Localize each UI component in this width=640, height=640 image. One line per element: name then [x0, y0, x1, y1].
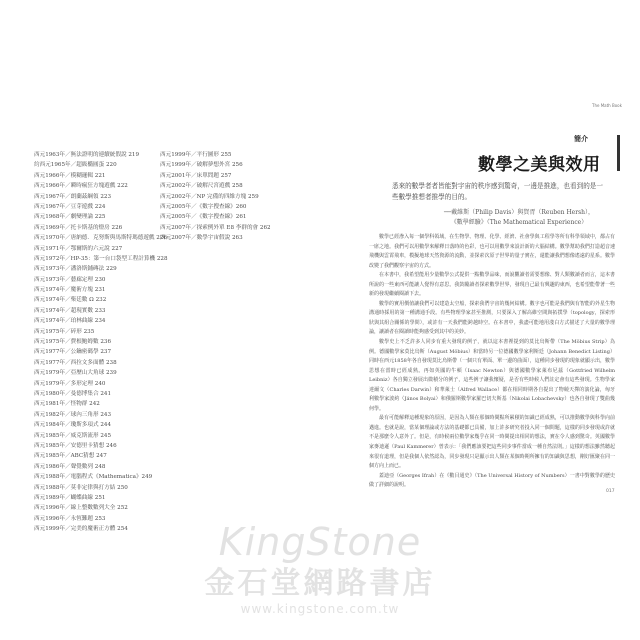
- toc-entry: 西元1989年／蝴蝶曲線 251: [34, 494, 106, 501]
- toc-entry: 西元1963年／無法證明的連續統假說 219: [34, 152, 140, 158]
- toc-entry: 西元1985年／威克斯流形 245: [34, 432, 112, 439]
- toc-entry: 西元1999年／破解夢想外宮 256: [160, 162, 243, 169]
- watermark-url: www.kingstone.com.tw: [240, 602, 400, 616]
- toc-entry: 西元1971年／鄂爾斯的六元說 227: [34, 245, 123, 252]
- toc-entry: 西元1975年／碎形 235: [34, 328, 95, 335]
- toc-column-left: [34, 150, 168, 534]
- running-head: The Math Book: [592, 103, 622, 108]
- toc-entry: 西元1996年／永恆難題 253: [34, 515, 106, 522]
- epigraph-attribution: [424, 208, 614, 228]
- watermark-logo: KingStone: [218, 520, 422, 564]
- toc-entry: 西元1986年／聲覺數列 248: [34, 463, 106, 470]
- body-paragraph: 數學已經滲入每一個學科領域，在生物學、物理、化學、經濟、社會學與工程學等所有科學領域中，都占有一席之地。我們可以用數學來解釋日落時的色彩，也可以用數學來設計新的大腦結構。數學幫助我們打造超音速飛機與雲霄飛車，模擬地球天然資源的流動，並探索次原子世界的量子實在，還能讓我們想像遙遠的星系。數學改變了我們觀察宇宙的方式。: [369, 234, 615, 269]
- toc-entry: 西元1970年／唐納德．克努斯與馬斯特瑪德遊戲 226: [34, 235, 167, 242]
- body-paragraph: 最有可能解釋這種現象的原因，是因為人類在那個時間點所累積的知識已經成熟，可以推動數學與科學向前邁進。也就是說，當某個理論或方法的基礎都已具備，加上許多研究者投入同一個問題，這樣的同步發現或許就不是那麼令人意外了。但是，有時候兩位數學家幾乎在同一時間提出相同的想法，實在令人感到驚奇。英國數學家麥迪遜（Paul Kammerer）曾表示：「我們應該要把這些同步事件當成一種自然法則。」這樣的想法雖然聽起來很有道理，但是我個人依然認為，同步發現只是顯示出人類在某個時期所擁有的知識與思想，剛好匯聚在同一個方向上而已。: [369, 415, 615, 470]
- toc-entry: 西元1975年／費根鮑姆數 236: [34, 339, 112, 346]
- epigraph: 悉來的數學者者皆能對宇宙的秩序感到驚奇，一邊是推進，也看到的是一些數學推想者推學的目的。: [392, 182, 603, 201]
- toc-entry: 西元2001年／床單問題 257: [160, 172, 232, 179]
- toc-entry: 西元1999年／完美的魔術正方體 254: [34, 526, 128, 533]
- toc-entry: 西元2007年／探索例外單 E8 李群的會 262: [160, 224, 271, 231]
- chapter-label: 簡介: [574, 134, 588, 143]
- toc-entry: 西元1979年／亞歷山大角球 239: [34, 370, 117, 377]
- toc-entry: 西元2002年／破解尺宮遊戲 258: [160, 183, 243, 190]
- toc-entry: 西元2005年／《數字搜查線》260: [160, 203, 247, 210]
- page-number: 017: [606, 489, 615, 494]
- body-paragraph: 數學史上不乏許多人同步有重大發現的例子，就以這本書裡提到的莫比烏斯帶（The Möbius Strip）為例。德國數學家莫比烏斯（August Möbius）和當時另一位德國數學家利斯廷（Johann Benedict Listing）同時在西元1858年各自發現莫比烏斯帶（一個只有單面、單一邊的曲面），這種同步發現的現象就顯示出，數學思想在當時已經成熟。再如英國的牛頓（Isaac Newton）與德國數學家萊布尼茲（Gottfried Wilhelm Leibniz）各自獨立發展出微積分的例子，這些例子讓我懷疑，是否有些時候人們註定會有這些發現。生物學家達爾文（Charles Darwin）和華萊士（Alfred Wallace）都在相同時期各自提出了物競天擇的演化論，匈牙利數學家波約（János Bolyai）和俄羅斯數學家羅巴切夫斯基（Nikolai Lobachevsky）也各自發現了雙曲幾何學。: [369, 339, 615, 412]
- epigraph-attribution-authors: ──戴維斯（Philip Davis）與賀胥（Reuben Hersh），: [443, 209, 595, 216]
- toc-entry: 西元1977年／西拉文多面體 238: [34, 359, 117, 366]
- toc-entry: 西元1974年／珀林曲線 234: [34, 318, 106, 325]
- body-paragraph: 數學的實用價值讓我們可以建造太空船，探索我們宇宙的幾何結構。數字也可能是我們與有智能的外星生物溝通時採用的第一種溝通手段。有些物理學家甚至推測，只要深入了解高維空間與拓撲學（topology，探索形狀與其組合關係的學問），或許有一天我們能跨越時空。在本書中，我盡可能地用淺白方式描述了大量的數學理論，讓讀者在閱讀時能夠感受到其中的美妙。: [369, 300, 615, 336]
- body-paragraph: 蓋迪亞（Georges Ifrah）在《數目通史》（The Universal History of Numbers）一書中對數學的歷史做了詳細的說明。: [369, 472, 615, 489]
- toc-entry: 約西元1965年／超級橢圓蛋 220: [34, 162, 117, 169]
- toc-entry: 西元1980年／曼德博集合 241: [34, 390, 112, 397]
- toc-entry: 西元1999年／平行圖形 255: [160, 152, 232, 158]
- toc-column-right: [160, 150, 271, 244]
- toc-entry: 西元1967年／豆芽遊戲 224: [34, 203, 106, 210]
- toc-entry: 西元1977年／公鑰密碼學 237: [34, 349, 112, 356]
- toc-entry: 西元2002年／NP 完備的四維方塊 259: [160, 193, 259, 200]
- toc-entry: 西元1967年／朗蘭茲綱領 223: [34, 193, 112, 200]
- chapter-title: 數學之美與效用: [478, 155, 601, 175]
- watermark: [0, 520, 640, 616]
- body-paragraph: 在本書中，我希望能用少量數學公式提供一點數學品味，而說觀讀者需要想像、對人類數讀者而言，這本書所說的一些東西可能讓人覺得有意思。我鼓勵讀者探索數學世界，發現自己最有興趣的東西，也希望能帶著一些新的發現繼續閱讀下去。: [369, 272, 615, 298]
- toc-entry: 西元1974年／柴廷數 Ω 232: [34, 297, 107, 304]
- toc-entry: 西元1985年／ABC猜想 247: [34, 453, 107, 460]
- toc-entry: 西元1982年／球內三角形 243: [34, 411, 112, 418]
- toc-entry: 西元1973年／潘洛斯鋪磚法 229: [34, 266, 117, 273]
- watermark-store-name: 金石堂網路書店: [204, 566, 436, 601]
- toc-entry: 西元2007年／數學宇宙假說 263: [160, 235, 243, 242]
- toc-entry: 西元1985年／安德里卡猜想 246: [34, 442, 117, 449]
- toc-entry: 西元1974年／超現實數 233: [34, 307, 106, 314]
- toc-entry: 西元1981年／怪物群 242: [34, 401, 100, 408]
- epigraph-attribution-source: 《數學經驗》（The Mathematical Experience）: [450, 218, 588, 226]
- toc-entry: 西元1969年／托卡斯基的燈房 226: [34, 224, 123, 231]
- toc-entry: 西元1988年／莫非定律與打方結 250: [34, 484, 128, 491]
- toc-entry: 西元1979年／多形定理 240: [34, 380, 106, 387]
- toc-entry: 西元1968年／劇變理論 225: [34, 214, 106, 221]
- toc-entry: 西元1996年／線上整數數列大全 252: [34, 505, 128, 512]
- toc-entry: 西元1966年／模糊邏輯 221: [34, 172, 106, 179]
- toc-entry: 西元1988年／電腦程式《Mathematica》249: [34, 474, 153, 481]
- toc-entry: 西元2005年／《數字搜查線》261: [160, 214, 247, 221]
- chapter-rule: [617, 135, 620, 171]
- body-text: [369, 233, 615, 491]
- toc-entry: 西元1984年／瓊斯多項式 244: [34, 422, 112, 429]
- toc-entry: 西元1973年／藝廊定理 230: [34, 276, 106, 283]
- toc-entry: 西元1966年／瞬時瘋狂方塊遊戲 222: [34, 183, 128, 190]
- toc-entry: 西元1974年／魔術方塊 231: [34, 287, 106, 294]
- toc-entry: 西元1972年／HP-35：第一台口袋型工程計算機 228: [34, 255, 168, 262]
